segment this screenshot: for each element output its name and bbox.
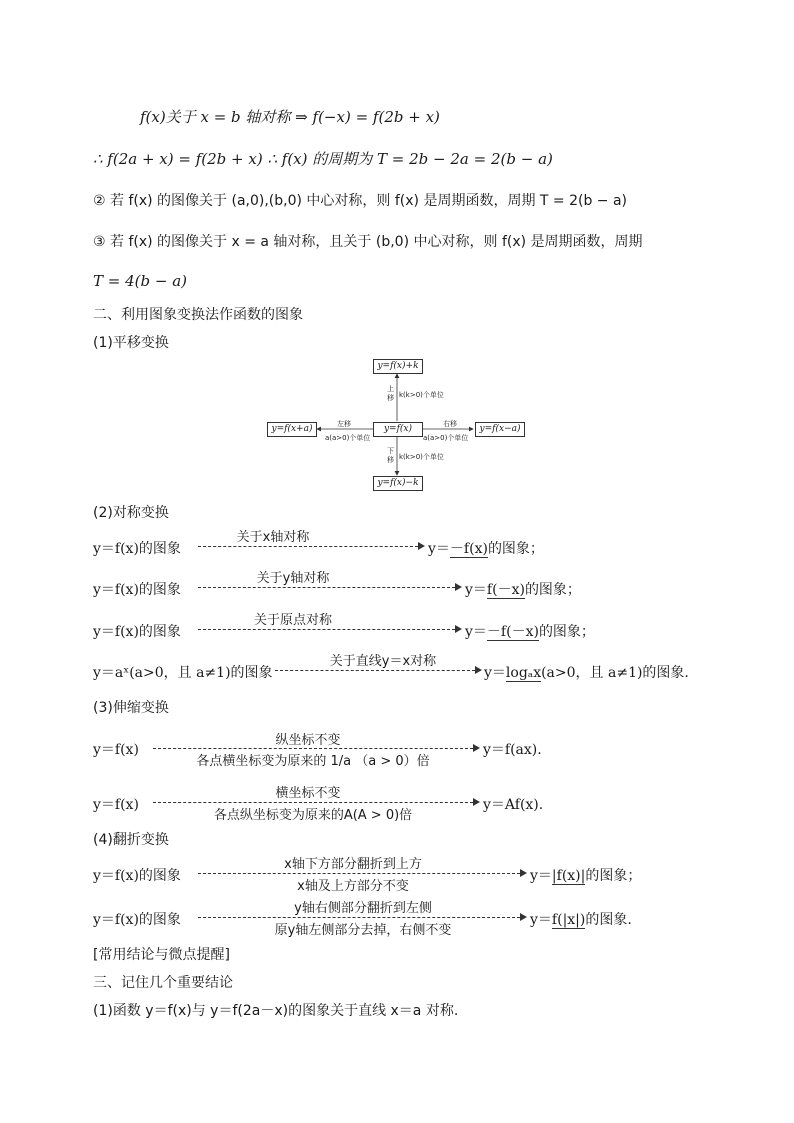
scale-rhs: y＝Af(x). bbox=[483, 797, 544, 813]
subheading-scale: (3)伸缩变换 bbox=[93, 700, 169, 716]
section-heading-2: 二、利用图象变换法作函数的图象 bbox=[93, 307, 303, 323]
dashed-arrow-line bbox=[198, 873, 520, 874]
scale-under: 各点横坐标变为原来的 1/a （a > 0）倍 bbox=[196, 754, 430, 769]
flip-rhs: y＝|f(x)|的图象； bbox=[530, 868, 642, 884]
scale-row-x bbox=[93, 729, 713, 775]
note-right: a(a>0)个单位 bbox=[423, 434, 469, 442]
flip-lhs: y＝f(x)的图象 bbox=[93, 912, 181, 928]
arrowhead bbox=[475, 666, 482, 674]
dashed-arrow-line bbox=[153, 802, 473, 803]
label-right: 右移 bbox=[443, 420, 457, 428]
conclusion-1: (1)函数 y＝f(x)与 y＝f(2a－x)的图象关于直线 x＝a 对称. bbox=[93, 1003, 459, 1019]
subheading-translate: (1)平移变换 bbox=[93, 335, 169, 351]
flip-lhs: y＝f(x)的图象 bbox=[93, 868, 181, 884]
dashed-arrow-line bbox=[198, 917, 520, 918]
arrowhead bbox=[473, 744, 480, 752]
subheading-flip: (4)翻折变换 bbox=[93, 832, 169, 848]
scale-over: 纵坐标不变 bbox=[275, 733, 341, 748]
box-up: y=f(x)+k bbox=[373, 359, 423, 374]
sym-over: 关于x轴对称 bbox=[236, 530, 310, 545]
sym-row-origin bbox=[93, 611, 713, 651]
label-down: 下 移 bbox=[387, 447, 394, 464]
arrowhead bbox=[520, 913, 527, 921]
dashed-arrow-line bbox=[198, 629, 455, 630]
flip-rhs: y＝f(|x|)的图象. bbox=[530, 912, 632, 928]
sym-row-line bbox=[93, 652, 713, 692]
formula-line-2: ∴ f(2a + x) = f(2b + x) ∴ f(x) 的周期为 T = 2b − 2a = 2(b − a) bbox=[93, 150, 553, 168]
sym-lhs: y＝f(x)的图象 bbox=[93, 541, 181, 557]
sym-over: 关于直线y＝x对称 bbox=[329, 654, 437, 669]
box-center: y=f(x) bbox=[373, 422, 423, 437]
subheading-symmetry: (2)对称变换 bbox=[93, 505, 169, 521]
flip-row-x bbox=[93, 853, 713, 893]
sym-rhs: y＝－f(－x)的图象； bbox=[465, 624, 595, 640]
note-up: k(k>0)个单位 bbox=[399, 391, 444, 399]
sym-over: 关于原点对称 bbox=[253, 613, 332, 628]
label-up: 上 移 bbox=[387, 385, 394, 402]
tip-heading: [常用结论与微点提醒] bbox=[93, 947, 230, 963]
formula-line-1: f(x)关于 x = b 轴对称 ⇒ f(−x) = f(2b + x) bbox=[140, 108, 440, 126]
dashed-arrow-line bbox=[275, 670, 475, 671]
flip-under: x轴及上方部分不变 bbox=[297, 879, 409, 894]
sym-rhs: y＝logₐx(a>0，且 a≠1)的图象. bbox=[484, 665, 689, 681]
scale-lhs: y＝f(x) bbox=[93, 742, 139, 758]
sym-row-x bbox=[93, 528, 713, 568]
dashed-arrow-line bbox=[153, 748, 473, 749]
statement-2: ② 若 f(x) 的图像关于 (a,0),(b,0) 中心对称，则 f(x) 是周期函数，周期 T = 2(b − a) bbox=[93, 193, 628, 209]
dashed-arrow-line bbox=[198, 546, 418, 547]
sym-over: 关于y轴对称 bbox=[256, 571, 330, 586]
flip-row-y bbox=[93, 899, 713, 939]
arrowhead bbox=[418, 542, 425, 550]
sym-lhs: y＝aˣ(a>0，且 a≠1)的图象 bbox=[93, 665, 273, 681]
scale-under: 各点纵坐标变为原来的A(A > 0)倍 bbox=[213, 808, 413, 823]
arrowhead bbox=[455, 583, 462, 591]
box-right: y=f(x−a) bbox=[475, 422, 525, 437]
scale-lhs: y＝f(x) bbox=[93, 797, 139, 813]
box-left: y=f(x+a) bbox=[267, 422, 317, 437]
label-left: 左移 bbox=[337, 420, 351, 428]
section-heading-3: 三、记住几个重要结论 bbox=[93, 975, 233, 991]
sym-rhs: y＝f(－x)的图象； bbox=[465, 582, 581, 598]
arrowhead bbox=[473, 798, 480, 806]
box-down: y=f(x)−k bbox=[373, 476, 423, 491]
statement-3: ③ 若 f(x) 的图像关于 x = a 轴对称，且关于 (b,0) 中心对称，则 f(x) 是周期函数，周期 bbox=[93, 234, 643, 250]
flip-over: x轴下方部分翻折到上方 bbox=[284, 857, 422, 872]
scale-row-y bbox=[93, 784, 713, 824]
note-down: k(k>0)个单位 bbox=[399, 453, 444, 461]
flip-over: y轴右侧部分翻折到左侧 bbox=[294, 901, 432, 916]
sym-lhs: y＝f(x)的图象 bbox=[93, 624, 181, 640]
statement-3-period: T = 4(b − a) bbox=[93, 272, 188, 290]
arrowhead bbox=[520, 869, 527, 877]
scale-over: 横坐标不变 bbox=[275, 786, 341, 801]
flip-under: 原y轴左侧部分去掉，右侧不变 bbox=[274, 923, 452, 938]
dashed-arrow-line bbox=[198, 587, 455, 588]
note-left: a(a>0)个单位 bbox=[325, 434, 371, 442]
sym-rhs: y＝－f(x)的图象； bbox=[428, 541, 544, 557]
scale-rhs: y＝f(ax). bbox=[483, 742, 542, 758]
translation-diagram bbox=[265, 355, 530, 495]
sym-row-y bbox=[93, 569, 713, 609]
arrowhead bbox=[455, 625, 462, 633]
sym-lhs: y＝f(x)的图象 bbox=[93, 582, 181, 598]
